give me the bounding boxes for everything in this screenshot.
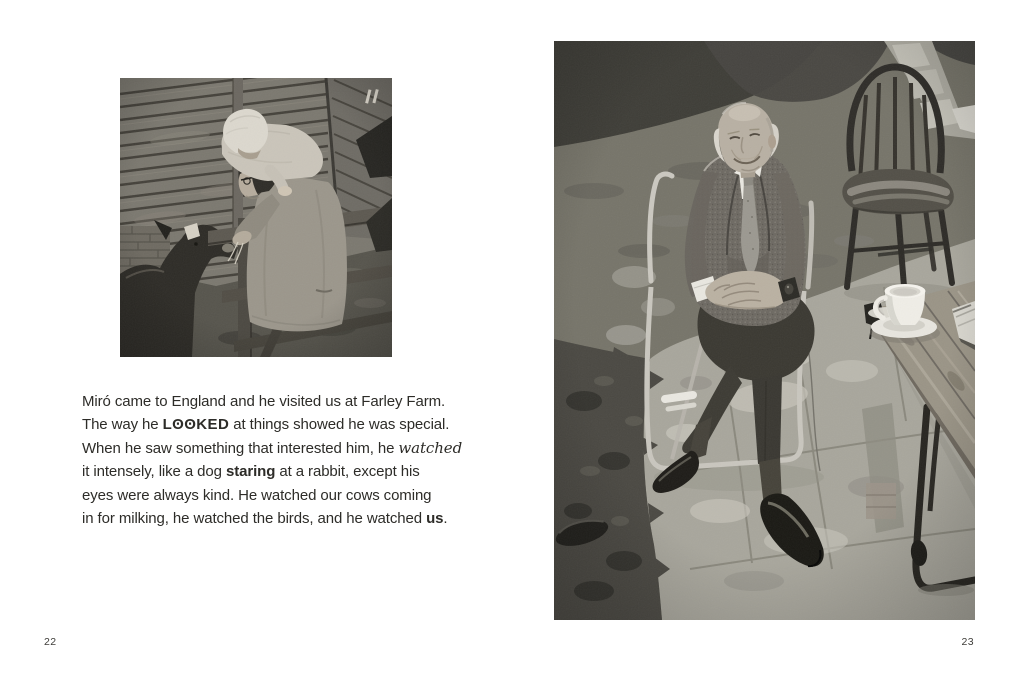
looked-eyes-word: LʘʘKED	[162, 416, 230, 434]
story-line	[82, 484, 462, 507]
story-line	[82, 390, 462, 413]
film-grain	[120, 78, 392, 357]
story-segment: at a rabbit, except his	[275, 463, 420, 481]
story-segment: it intensely, like a dog	[82, 463, 226, 481]
story-text	[82, 390, 462, 530]
us-bold-word: us	[426, 509, 444, 527]
film-grain	[554, 41, 975, 620]
story-line	[82, 460, 462, 483]
page-number-right: 23	[961, 636, 974, 648]
story-segment: The way he	[82, 416, 163, 434]
story-segment: in for milking, he watched the birds, and he watched	[82, 509, 427, 527]
story-segment: When he saw something that interested him, he	[82, 439, 399, 457]
story-segment: .	[443, 509, 448, 527]
story-line	[82, 437, 462, 460]
story-segment: Miró came to England and he visited us at Farley Farm.	[82, 393, 446, 410]
staring-bold-word: staring	[225, 463, 276, 481]
story-line	[82, 413, 462, 436]
watched-italic-word: watched	[398, 438, 463, 457]
story-segment: eyes were always kind. He watched our cows coming	[82, 486, 432, 504]
page-number-left: 22	[44, 636, 57, 648]
story-segment: at things showed he was special.	[229, 416, 450, 434]
photo-miro-seated	[554, 41, 975, 620]
photo-farm-fence	[120, 78, 392, 357]
story-line	[82, 507, 462, 530]
